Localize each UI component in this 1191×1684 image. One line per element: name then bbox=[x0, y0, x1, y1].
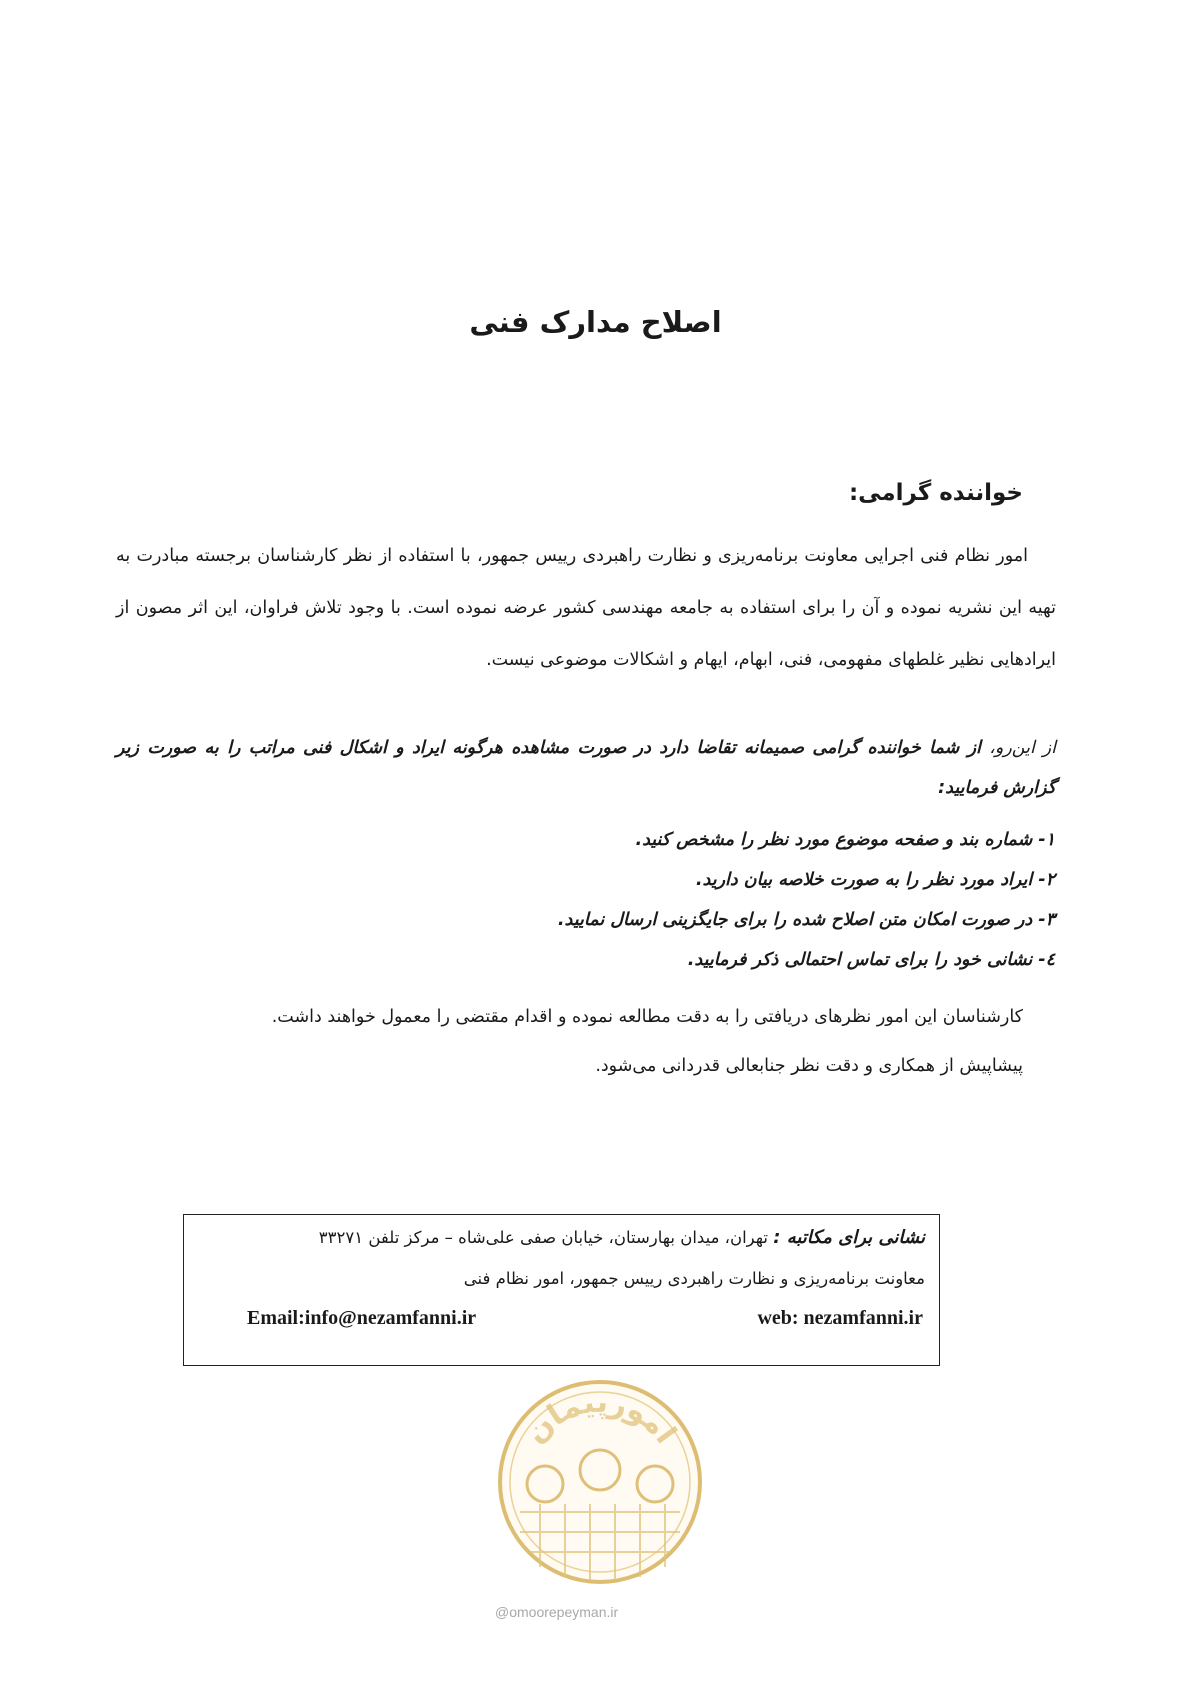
watermark: @omoorepeyman.ir bbox=[495, 1604, 619, 1620]
stamp-text: امورپیمان bbox=[518, 1384, 684, 1451]
email-address: Email:info@nezamfanni.ir bbox=[247, 1307, 477, 1329]
list-item: ۱- شماره بند و صفحه موضوع مورد نظر را مشخص کنید. bbox=[635, 830, 1055, 850]
intro-paragraph bbox=[116, 530, 1056, 686]
closing bbox=[272, 993, 1023, 1091]
web-address: web: nezamfanni.ir bbox=[757, 1307, 923, 1329]
closing-line: پیشاپیش از همکاری و دقت نظر جنابعالی قدردانی می‌شود. bbox=[595, 1056, 1023, 1076]
list-item: ۳- در صورت امکان متن اصلاح شده را برای جایگزینی ارسال نمایید. bbox=[557, 910, 1055, 930]
request-paragraph bbox=[116, 728, 1056, 808]
closing-line: کارشناسان این امور نظرهای دریافتی را به دقت مطالعه نموده و اقدام مقتضی را معمول خواهند داشت. bbox=[271, 1007, 1023, 1027]
address-line-1 bbox=[319, 1227, 925, 1248]
page-title: اصلاح مدارک فنی bbox=[469, 305, 722, 339]
address-heading: نشانی برای مکاتبه : bbox=[773, 1227, 925, 1248]
stamp-graphic bbox=[490, 1372, 710, 1592]
address-box bbox=[183, 1214, 940, 1366]
request-body: از شما خواننده گرامی صمیمانه تقاضا دارد در صورت مشاهده هرگونه ایراد و اشکال فنی مراتب را به صورت زیر گزارش فرمایید: bbox=[116, 738, 1056, 798]
stamp-logo bbox=[490, 1372, 710, 1592]
list-item: ٤- نشانی خود را برای تماس احتمالی ذکر فرمایید. bbox=[687, 950, 1055, 970]
salutation: خواننده گرامی: bbox=[848, 480, 1023, 506]
address-text: تهران، میدان بهارستان، خیابان صفی علی‌شاه – مرکز تلفن ۳۳۲۷۱ bbox=[318, 1228, 774, 1247]
list-item: ۲- ایراد مورد نظر را به صورت خلاصه بیان دارید. bbox=[695, 870, 1055, 890]
request-lead: از این‌رو، bbox=[989, 738, 1056, 758]
intro-text: امور نظام فنی اجرایی معاونت برنامه‌ریزی و نظارت راهبردی رییس جمهور، با استفاده از نظر کارشناسان برجسته مبادرت به تهیه این نشریه نموده و آن را برای استفاده به جامعه مهندسی کشور عرضه نموده است. با وجود تلاش فراوان، این اثر مصون از ایرادهایی نظیر غلطهای مفهومی، فنی، ابهام، ایهام و اشکالات موضوعی نیست. bbox=[116, 546, 1056, 670]
address-line-2: معاونت برنامه‌ریزی و نظارت راهبردی رییس جمهور، امور نظام فنی bbox=[463, 1269, 925, 1288]
request-list bbox=[558, 820, 1055, 980]
